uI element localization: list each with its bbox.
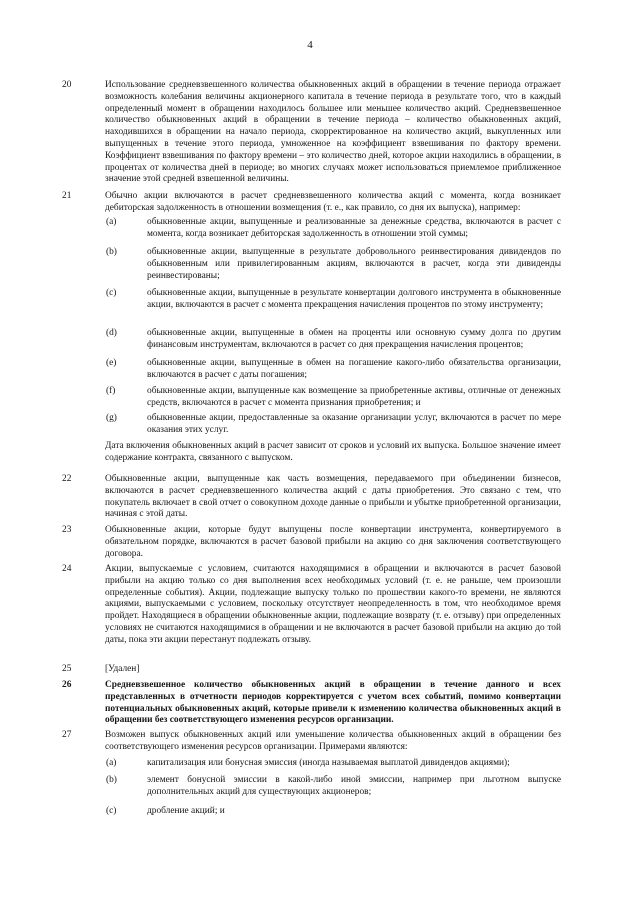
- paragraph-number: 24: [62, 564, 72, 574]
- list-item-letter: (c): [106, 288, 117, 298]
- paragraph-text: Средневзвешенное количество обыкновенных акций в обращении в течение данного и всех представленных в отчетности периодов корректируется с учетом всех событий, помимо конвертации потенциальных обыкновенных акций, которые привели к изменению количества обыкновенных акций в обращении без соответствующего изменения ресурсов организации.: [105, 680, 561, 726]
- list-item-text: обыкновенные акции, выпущенные в обмен на проценты или основную сумму долга по другим финансовым инструментам, включаются в расчет со дня прекращения начисления процентов;: [147, 328, 561, 350]
- list-item-letter: (f): [106, 386, 116, 396]
- paragraph-number: 20: [62, 80, 72, 90]
- list-item-letter: (c): [106, 806, 117, 816]
- list-item-letter: (d): [106, 328, 117, 338]
- paragraph-number: 23: [62, 525, 72, 535]
- list-item-text: обыкновенные акции, выпущенные в результате добровольного реинвестирования дивидендов по обыкновенным или привилегированным акциям, включаются в расчет, когда эти дивиденды реинвестированы;: [147, 247, 561, 281]
- paragraph-text: Обычно акции включаются в расчет средневзвешенного количества акций с момента, когда возникает дебиторская задолженность в отношении возмещения (т. е., как правило, со дня их выпуска), например:: [105, 191, 561, 213]
- list-item-letter: (b): [106, 775, 117, 785]
- list-item-text: дробление акций; и: [147, 806, 225, 816]
- list-item-letter: (a): [106, 217, 117, 227]
- list-item-text: обыкновенные акции, предоставленные за оказание организации услуг, включаются в расчет по мере оказания этих услуг.: [147, 413, 561, 435]
- list-item-text: капитализация или бонусная эмиссия (иногда называемая выплатой дивидендов акциями);: [147, 758, 510, 768]
- paragraph-text: Использование средневзвешенного количества обыкновенных акций в обращении в течение периода отражает возможность колебания величины акционерного капитала в течение периода в результате того, что в каждый определенный момент в обращении находилось большее или меньшее количество акций. Средневзвешенное количество обыкновенных акций в обращении в течение периода – количество обыкновенных акций, находившихся в обращении на начало периода, скорректированное на количество акций, выкупленных или выпущенных в течение этого периода, умноженное на коэффициент взвешивания по фактору времени. Коэффициент взвешивания по фактору времени – это количество дней, которое акции находились в обращении, в процентах от количества дней в периоде; во многих случаях может использоваться приемлемое приближенное значение этой средней взвешенной величины.: [105, 80, 561, 185]
- paragraph-number: 21: [62, 191, 72, 201]
- paragraph-number: 25: [62, 664, 72, 674]
- list-item-letter: (g): [106, 413, 117, 423]
- paragraph-text: Дата включения обыкновенных акций в расчет зависит от сроков и условий их выпуска. Большое значение имеет содержание контракта, связанного с выпуском.: [105, 441, 561, 463]
- list-item-letter: (e): [106, 358, 117, 368]
- paragraph-number: 27: [62, 730, 72, 740]
- paragraph-number: 22: [62, 474, 72, 484]
- list-item-letter: (a): [106, 758, 117, 768]
- list-item-text: элемент бонусной эмиссии в какой-либо иной эмиссии, например при льготном выпуске дополнительных акций для существующих акционеров;: [147, 775, 561, 797]
- list-item-text: обыкновенные акции, выпущенные в обмен на погашение какого-либо обязательства организации, включаются в расчет с даты погашения;: [147, 358, 561, 380]
- paragraph-number: 26: [62, 680, 72, 690]
- page-number: 4: [307, 39, 313, 51]
- list-item-text: обыкновенные акции, выпущенные и реализованные за денежные средства, включаются в расчет с момента, когда возникает дебиторская задолженность в отношении этой суммы;: [147, 217, 561, 239]
- paragraph-text: Обыкновенные акции, которые будут выпущены после конвертации инструмента, конвертируемого в обязательном порядке, включаются в расчет базовой прибыли на акцию со дня заключения соответствующего договора.: [105, 525, 561, 559]
- list-item-text: обыкновенные акции, выпущенные в результате конвертации долгового инструмента в обыкновенные акции, включаются в расчет с момента прекращения начисления процентов по этому инструменту;: [147, 288, 561, 310]
- list-item-text: обыкновенные акции, выпущенные как возмещение за приобретенные активы, отличные от денежных средств, включаются в расчет с момента признания приобретения; и: [147, 386, 561, 408]
- paragraph-text: Обыкновенные акции, выпущенные как часть возмещения, передаваемого при объединении бизнесов, включаются в расчет средневзвешенного количества акций с даты приобретения. Это связано с тем, что покупатель включает в свой отчет о совокупном доходе данные о прибыли и убытке приобретенной организации, начиная с этой даты.: [105, 474, 561, 520]
- paragraph-text: Акции, выпускаемые с условием, считаются находящимися в обращении и включаются в расчет базовой прибыли на акцию только со дня выполнения всех необходимых условий (т. е. не раньше, чем произошли определенные события). Акции, подлежащие выпуску только по прошествии какого-то времени, не являются акциями, выпускаемыми с условием, поскольку отсутствует неопределенность в том, что необходимое время пройдет. Находящиеся в обращении обыкновенные акции, подлежащие возврату (т. е. отзыву) при определенных условиях не считаются находящимися в обращении и не включаются в расчет базовой прибыли на акцию до той даты, пока эти акции перестанут подлежать отзыву.: [105, 564, 561, 645]
- paragraph-text: [Удален]: [105, 664, 140, 674]
- list-item-letter: (b): [106, 247, 117, 257]
- paragraph-text: Возможен выпуск обыкновенных акций или уменьшение количества обыкновенных акций в обращении без соответствующего изменения ресурсов организации. Примерами являются:: [105, 730, 561, 752]
